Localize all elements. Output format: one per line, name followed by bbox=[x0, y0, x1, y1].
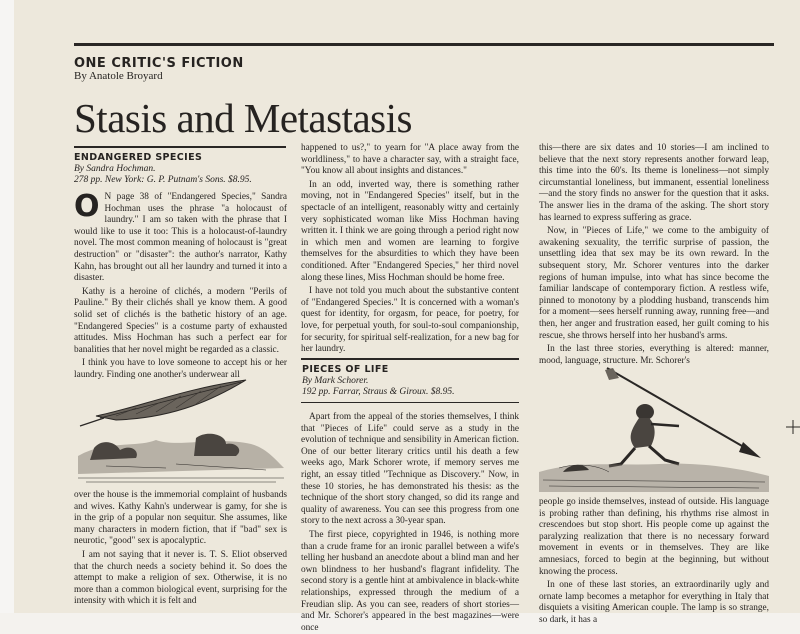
review1-paragraph-4: over the house is the immemorial complaint of husbands and wives. Kathy Kahn's underwear is gamy, for she is in the grip of a popular non sequitur. She assumes, like many characters in modern fiction, that if "bad" sex is neurotic, "good" sex is apocalyptic. bbox=[74, 490, 287, 547]
pen-rider-illustration bbox=[539, 368, 769, 492]
review2-title: PIECES OF LIFE bbox=[302, 364, 389, 375]
review2-rule bbox=[301, 358, 519, 360]
section-byline: By Anatole Broyard bbox=[74, 70, 163, 82]
review1-publication: 278 pp. New York: G. P. Putnam's Sons. $8.95. bbox=[74, 175, 252, 185]
review1-paragraph-1-text: N page 38 of "Endangered Species," Sandra Hochman uses the phrase "a holocaust of laundry." I am so taken with the phrase that I would like to use it too: This is a holocaust-of-laundry novel. The most common meaning of holocaust is "great destruction" or "disaster": the author's narrator, Kathy Kahn, has brought out all her laundry and turned it into a disaster. bbox=[74, 192, 287, 284]
col2-paragraph-3: I have not told you much about the substantive content of "Endangered Species." It is concerned with a woman's quest for identity, for orgasm, for peace, for poetry, for love, for perpetual youth, for soul-to-soul companionship, for security, for spiritual self-realization, for a new bag for her laundry. bbox=[301, 286, 519, 355]
review2-rule-bottom bbox=[301, 402, 519, 403]
review2-paragraph-2: The first piece, copyrighted in 1946, is nothing more than a crude frame for an ironic parallel between a wife's telling her husband an anecdote about a blind man and her own blindness to her husband's flagrant infidelity. The second story is a gentle hint at ambivalence in black-white relationships, expressed through the medium of a Freudian slip. As you can see, readers of short stories—and Mr. Schorer's appeared in the best magazines—were once bbox=[301, 529, 519, 633]
review2-author: By Mark Schorer. bbox=[302, 376, 369, 386]
top-rule bbox=[74, 43, 774, 46]
review2-paragraph-1: Apart from the appeal of the stories themselves, I think that "Pieces of Life" could serve as a study in the evolution of technique and sensibility in American fiction. One of our better literary critics until his death a few weeks ago, Mark Schorer wrote, if memory serves me right, an essay titled "Technique as Discovery." Now, in these 10 stories, he has demonstrated his thesis: as the technique of the short story changed, so did its range and quality of awareness. You can see this progress from one story to the next across a 30-year span. bbox=[301, 412, 519, 527]
headline: Stasis and Metastasis bbox=[74, 95, 412, 141]
col3-paragraph-4: people go inside themselves, instead of outside. His language is probing rather than defining, his rhythms rise almost in crescendoes but stop short. His people come up against the paralyzing realization that there is no necessary forward movement in events or in themselves. They are like amnesiacs, forced to begin at the beginning, but without knowing the process. bbox=[539, 497, 769, 577]
review1-body-top bbox=[74, 189, 287, 380]
section-kicker: ONE CRITIC'S FICTION bbox=[74, 56, 244, 71]
quill-pen-illustration bbox=[76, 378, 288, 486]
crop-mark-icon bbox=[786, 420, 800, 434]
review1-paragraph-2: Kathy is a heroine of clichés, a modern "Perils of Pauline." By their clichés shall ye know them. A good solid set of clichés is the bathetic history of an age. "Endangered Species" is a costume party of exhausted attitudes. Miss Hochman has such a perfect ear for banalities that her novel might be regarded as a classic. bbox=[74, 286, 287, 355]
col2-paragraph-2: In an odd, inverted way, there is something rather moving, not in "Endangered Species" itself, but in the spectacle of an intelligent, reasonably witty and certainly very sophisticated woman like Miss Hochman having written it. I think we are going through a period right now in which men and women are learning to forgive themselves for the absurdities to which they have been conditioned. After "Endangered Species," her third novel along these lines, Miss Hochman should be home free. bbox=[301, 179, 519, 283]
review1-paragraph-5: I am not saying that it never is. T. S. Eliot observed that the church needs a society behind it. So does the attempt to make a religion of sex. Otherwise, it is no more than a common biological event, surprising for the intensity with which it is felt and bbox=[74, 549, 287, 607]
col3-paragraph-3: In the last three stories, everything is altered: manner, mood, language, structure. Mr. Schorer's bbox=[539, 344, 769, 366]
col3-paragraph-2: Now, in "Pieces of Life," we come to the ambiguity of awakening sexuality, the terrific surprise of passion, the unsettling idea that sex may be its own reward. In the subsequent story, Mr. Schorer ventures into the darker regions of human impulse, into what has since become the familiar landscape of contemporary fiction. A restless wife, pinned to monotony by a plodding husband, transcends him for a moment—sees herself running away, running free—and then, her anger and frustration eased, her guilt coming to his rescue, she throws herself into her husband's arms. bbox=[539, 226, 769, 341]
review1-rule bbox=[74, 146, 286, 148]
review2-continued-bottom bbox=[539, 497, 769, 625]
col3-paragraph-1: this—there are six dates and 10 stories—I am inclined to believe that the next story represents another forward leap, this time into the 60's. Its theme is loneliness—not simply circumstantial loneliness, but immanent, essential loneliness—and the story finds no answer for the question that it asks. The answer lies in the drama of the asking. The short story has learned to express suffering as grace. bbox=[539, 143, 769, 223]
review1-paragraph-3: I think you have to love someone to accept his or her laundry. Finding one another's underwear all bbox=[74, 358, 287, 380]
review2-continued bbox=[539, 143, 769, 373]
col3-paragraph-5: In one of these last stories, an extraordinarily ugly and ornate lamp becomes a metaphor for everything in Italy that disquiets a visiting American couple. The lamp is so strange, so dark, it has a bbox=[539, 580, 769, 625]
review1-body-bottom bbox=[74, 490, 287, 613]
col2-paragraph-1: happened to us?," to yearn for "A place away from the worldliness," to have a character say, with a straight face, "You know all about insights and distances." bbox=[301, 143, 519, 177]
review1-continued bbox=[301, 143, 519, 355]
review2-publication: 192 pp. Farrar, Straus & Giroux. $8.95. bbox=[302, 387, 455, 397]
review1-author: By Sandra Hochman. bbox=[74, 164, 156, 174]
review1-paragraph-1 bbox=[74, 189, 287, 285]
review2-body bbox=[301, 412, 519, 633]
review1-title: ENDANGERED SPECIES bbox=[74, 152, 203, 163]
drop-cap: O bbox=[74, 189, 100, 224]
